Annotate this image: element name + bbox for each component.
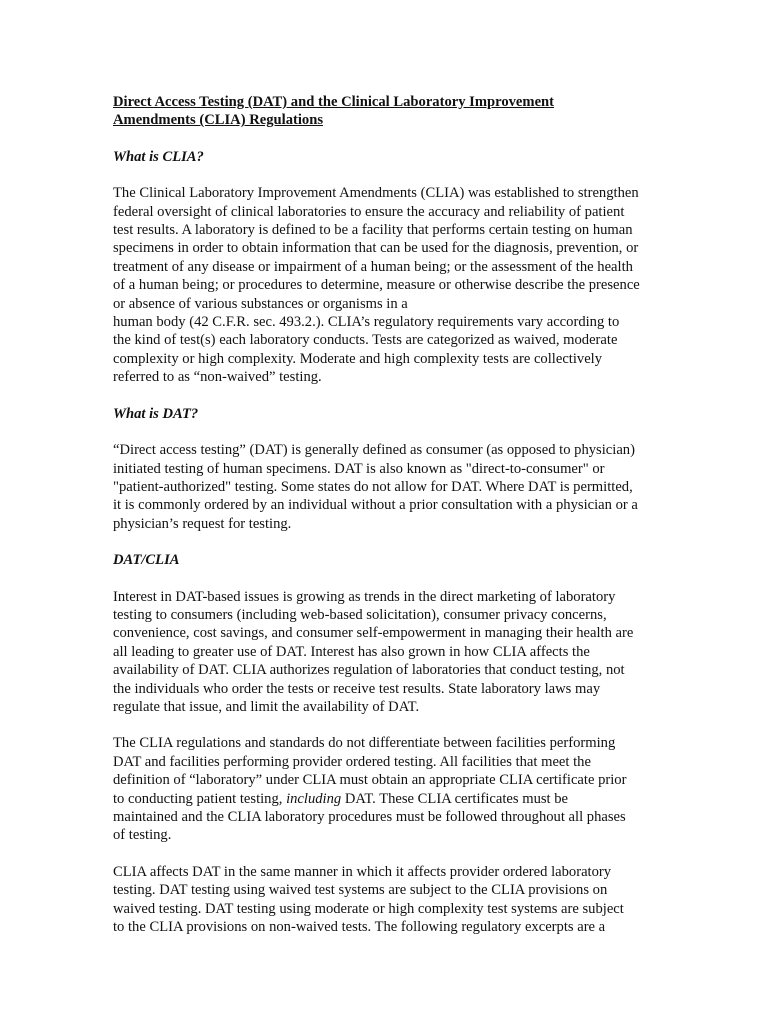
- paragraph-dat-definition: [113, 441, 663, 533]
- text-line: test results. A laboratory is defined to be a facility that performs certain testing on human: [113, 222, 633, 239]
- text-line: of testing.: [113, 827, 172, 844]
- text-line: referred to as “non-waived” testing.: [113, 369, 322, 386]
- text-line: initiated testing of human specimens. DAT is also known as "direct-to-consumer" or: [113, 460, 605, 477]
- text-line: The CLIA regulations and standards do not differentiate between facilities performing: [113, 735, 616, 752]
- section-heading-what-is-dat: What is DAT?: [113, 405, 199, 422]
- emphasis-including: including: [286, 790, 342, 807]
- paragraph-clia-definition: [113, 184, 663, 386]
- text-line: to the CLIA provisions on non-waived tests. The following regulatory excerpts are a: [113, 919, 606, 936]
- text-line: specimens in order to obtain information that can be used for the diagnosis, prevention, or: [113, 240, 639, 257]
- text-line: physician’s request for testing.: [113, 515, 292, 532]
- section-heading-what-is-clia: What is CLIA?: [113, 148, 204, 165]
- text-line: definition of “laboratory” under CLIA must obtain an appropriate CLIA certificate prior: [113, 772, 627, 789]
- text-line: maintained and the CLIA laboratory procedures must be followed throughout all phases: [113, 809, 626, 825]
- text-line: human body (42 C.F.R. sec. 493.2.). CLIA’s regulatory requirements vary according to: [113, 314, 620, 331]
- text-line: regulate that issue, and limit the availability of DAT.: [113, 698, 420, 715]
- text-line: "patient-authorized" testing. Some states do not allow for DAT. Where DAT is permitted,: [113, 478, 633, 495]
- text-line: complexity or high complexity. Moderate and high complexity tests are collectively: [113, 350, 603, 367]
- text-line: of a human being; or procedures to determine, measure or otherwise describe the presence: [113, 277, 640, 294]
- text-fragment: to conducting patient testing,: [113, 790, 287, 807]
- text-line: availability of DAT. CLIA authorizes regulation of laboratories that conduct testing, not: [113, 662, 625, 679]
- text-line: or absence of various substances or organisms in a: [113, 295, 408, 312]
- text-line: the individuals who order the tests or receive test results. State laboratory laws may: [113, 680, 601, 697]
- text-line-emphasis: [113, 790, 663, 808]
- title-line-2: Amendments (CLIA) Regulations: [113, 112, 323, 129]
- text-line: it is commonly ordered by an individual without a prior consultation with a physician or a: [113, 497, 638, 514]
- text-line: the kind of test(s) each laboratory conducts. Tests are categorized as waived, moderate: [113, 332, 618, 349]
- paragraph-dat-interest: [113, 588, 663, 717]
- paragraph-clia-affects-dat: [113, 863, 663, 937]
- text-line: Interest in DAT-based issues is growing as trends in the direct marketing of laboratory: [113, 588, 616, 605]
- text-line: testing to consumers (including web-based solicitation), consumer privacy concerns,: [113, 606, 607, 623]
- section-heading-dat-clia: DAT/CLIA: [113, 552, 180, 569]
- document-body: [113, 93, 663, 936]
- text-line: federal oversight of clinical laboratories to ensure the accuracy and reliability of patient: [113, 203, 625, 220]
- text-line: treatment of any disease or impairment of a human being; or the assessment of the health: [113, 258, 633, 275]
- document-title: [113, 93, 663, 130]
- text-line: CLIA affects DAT in the same manner in which it affects provider ordered laboratory: [113, 863, 612, 880]
- text-line: “Direct access testing” (DAT) is generally defined as consumer (as opposed to physician): [113, 442, 635, 459]
- text-line: waived testing. DAT testing using moderate or high complexity test systems are subject: [113, 900, 624, 917]
- text-fragment: DAT. These CLIA certificates must be: [341, 790, 569, 807]
- text-line: testing. DAT testing using waived test systems are subject to the CLIA provisions on: [113, 882, 608, 899]
- title-line-1: Direct Access Testing (DAT) and the Clinical Laboratory Improvement: [113, 94, 555, 110]
- text-line: The Clinical Laboratory Improvement Amendments (CLIA) was established to strengthen: [113, 185, 639, 202]
- text-line: all leading to greater use of DAT. Interest has also grown in how CLIA affects the: [113, 643, 590, 660]
- text-line: DAT and facilities performing provider ordered testing. All facilities that meet the: [113, 753, 591, 770]
- paragraph-clia-regulations: [113, 734, 663, 844]
- text-line: convenience, cost savings, and consumer self-empowerment in managing their health are: [113, 625, 634, 642]
